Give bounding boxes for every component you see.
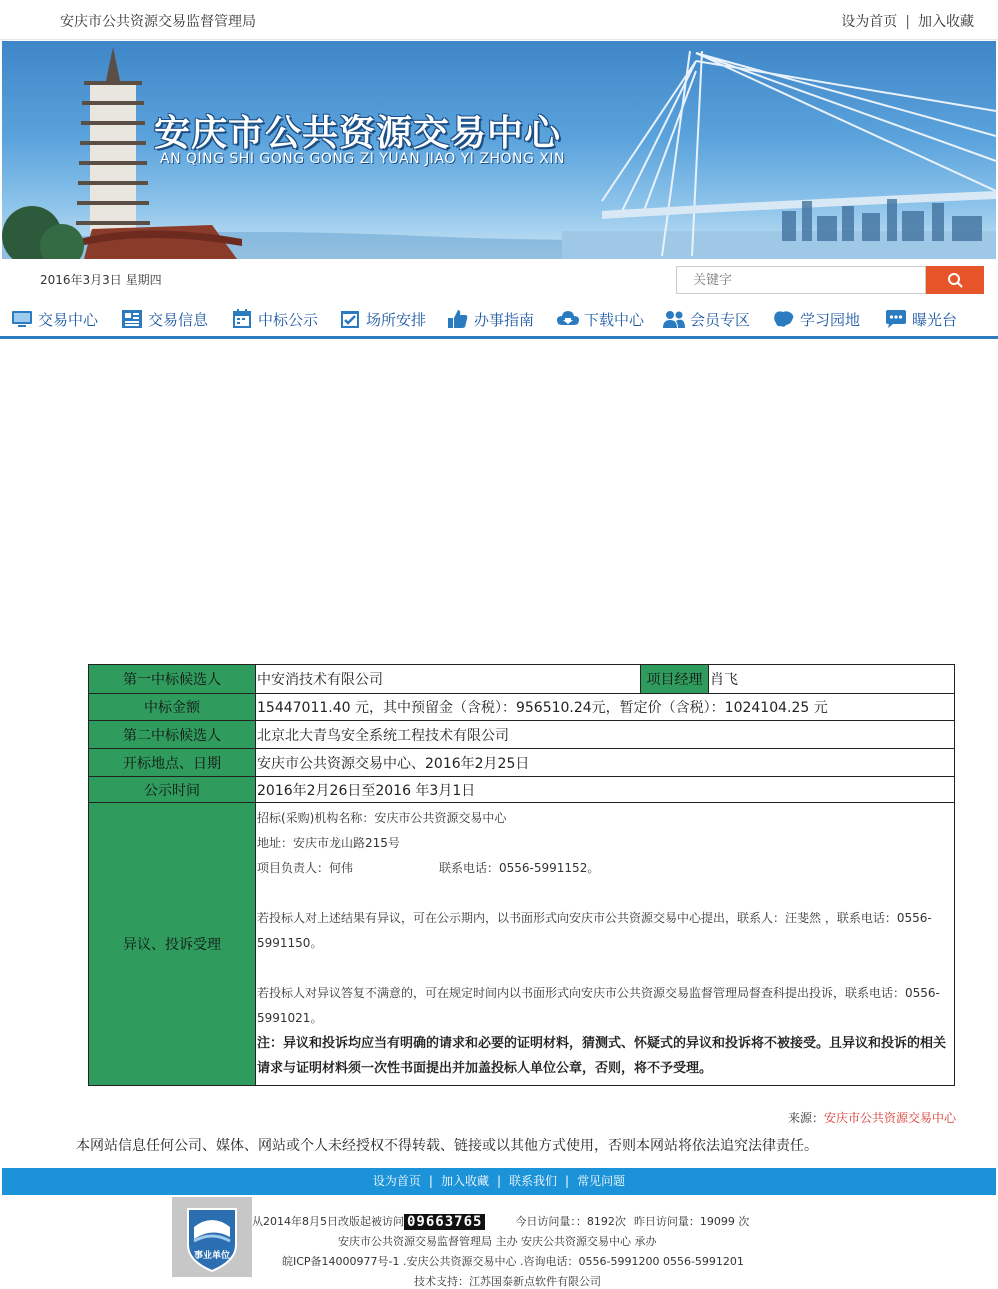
checkbox-icon xyxy=(338,308,362,330)
footer-faq-link[interactable]: 常见问题 xyxy=(577,1174,626,1188)
yesterday-visits: 昨日访问量：19099 次 xyxy=(633,1215,750,1228)
current-date: 2016年3月3日 星期四 xyxy=(40,273,162,287)
table-row xyxy=(89,749,955,777)
nav-label: 中标公示 xyxy=(258,310,319,329)
publicity-period-label: 公示时间 xyxy=(89,777,256,803)
computer-icon xyxy=(10,308,34,330)
banner-subtitle: AN QING SHI GONG GONG ZI YUAN JIAO YI ZHONG XIN xyxy=(160,151,565,167)
source-line xyxy=(788,1109,956,1126)
bid-amount-label: 中标金额 xyxy=(89,694,256,721)
nav-item-venue-schedule[interactable] xyxy=(338,304,426,334)
table-row xyxy=(89,721,955,749)
separator: | xyxy=(905,14,910,30)
objection-paragraph: 若投标人对上述结果有异议，可在公示期内，以书面形式向安庆市公共资源交易中心提出，联系人：汪斐然 ，联系电话：0556-5991150。 xyxy=(257,911,932,950)
host-line: 安庆市公共资源交易监督管理局 主办 安庆公共资源交易中心 承办 xyxy=(338,1235,657,1248)
nav-item-exposure-board[interactable] xyxy=(884,304,957,334)
visit-counter: 09663765 xyxy=(404,1214,485,1230)
pagoda-icon xyxy=(76,47,150,231)
separator: | xyxy=(428,1174,433,1188)
search-input[interactable] xyxy=(677,267,925,293)
banner-title: 安庆市公共资源交易中心 xyxy=(154,113,562,154)
project-leader: 项目负责人：何伟 xyxy=(257,861,354,875)
set-home-link[interactable]: 设为首页 xyxy=(841,14,898,30)
project-manager-value: 肖飞 xyxy=(709,665,955,694)
thumbs-up-icon xyxy=(446,308,470,330)
copyright-disclaimer: 本网站信息任何公司、媒体、网站或个人未经授权不得转载、链接或以其他方式使用，否则本网站将依法追究法律责任。 xyxy=(76,1138,818,1154)
visit-stats-line xyxy=(252,1213,749,1230)
nav-label: 下载中心 xyxy=(584,310,645,329)
chat-icon xyxy=(884,308,908,330)
nav-label: 会员专区 xyxy=(690,310,751,329)
nav-item-trading-info[interactable] xyxy=(120,304,208,334)
search-icon xyxy=(947,272,963,288)
second-candidate-label: 第二中标候选人 xyxy=(89,721,256,749)
project-phone: 联系电话：0556-5991152。 xyxy=(439,861,600,875)
date-search-row xyxy=(0,259,998,299)
source-label: 来源： xyxy=(787,1111,824,1125)
nav-label: 曝光台 xyxy=(912,310,958,329)
footer-contact-link[interactable]: 联系我们 xyxy=(509,1174,558,1188)
cloud-download-icon xyxy=(556,308,580,330)
site-name: 安庆市公共资源交易监督管理局 xyxy=(60,14,256,30)
agency-address: 地址：安庆市龙山路215号 xyxy=(257,836,400,850)
table-row xyxy=(89,665,955,694)
publicity-period-value: 2016年2月26日至2016 年3月1日 xyxy=(256,777,955,803)
nav-label: 场所安排 xyxy=(366,310,427,329)
nav-item-member-zone[interactable] xyxy=(662,304,750,334)
second-candidate-value: 北京北大青鸟安全系统工程技术有限公司 xyxy=(256,721,955,749)
table-row xyxy=(89,803,955,1086)
newspaper-icon xyxy=(120,308,144,330)
project-manager-label: 项目经理 xyxy=(641,665,709,694)
table-row xyxy=(89,694,955,721)
separator: | xyxy=(496,1174,502,1188)
counter-prefix: 从2014年8月5日改版起被访问 xyxy=(252,1215,404,1228)
add-favorite-link[interactable]: 加入收藏 xyxy=(918,14,974,30)
institution-badge[interactable] xyxy=(172,1197,252,1277)
footer-add-favorite-link[interactable]: 加入收藏 xyxy=(440,1174,489,1188)
nav-item-download-center[interactable] xyxy=(556,304,644,334)
project-contact-line xyxy=(257,856,953,881)
search-button[interactable] xyxy=(926,266,984,294)
users-icon xyxy=(662,308,686,330)
note-paragraph: 注：异议和投诉均应当有明确的请求和必要的证明材料，猜测式、怀疑式的异议和投诉将不被接受。且异议和投诉的相关请求与证明材料须一次性书面提出并加盖投标人单位公章，否则，将不予受理。 xyxy=(257,1036,947,1076)
top-bar xyxy=(0,0,998,40)
nav-item-service-guide[interactable] xyxy=(446,304,534,334)
today-visits: 今日访问量：：8192次 xyxy=(515,1215,626,1228)
header-banner xyxy=(2,41,996,259)
badge-text: 事业单位 xyxy=(193,1251,231,1261)
bid-result-table xyxy=(88,664,955,1086)
bid-amount-value: 15447011.40 元，其中预留金（含税）：956510.24元，暂定价（含税）：1024104.25 元 xyxy=(256,694,955,721)
search-box xyxy=(676,266,926,294)
nav-item-trading-center[interactable] xyxy=(10,304,98,334)
calendar-icon xyxy=(230,308,254,330)
main-nav xyxy=(0,299,998,339)
table-row xyxy=(89,777,955,803)
map-icon xyxy=(772,308,796,330)
footer-link-bar xyxy=(2,1168,996,1195)
agency-name: 招标(采购)机构名称：安庆市公共资源交易中心 xyxy=(257,811,507,825)
nav-label: 交易中心 xyxy=(38,310,99,329)
source-link[interactable]: 安庆市公共资源交易中心 xyxy=(823,1111,956,1125)
objection-complaint-label: 异议、投诉受理 xyxy=(89,803,256,1086)
opening-place-date-value: 安庆市公共资源交易中心、2016年2月25日 xyxy=(256,749,955,777)
footer-set-home-link[interactable]: 设为首页 xyxy=(372,1174,421,1188)
tech-support-line: 技术支持：江苏国泰新点软件有限公司 xyxy=(414,1275,601,1288)
nav-label: 交易信息 xyxy=(148,310,209,329)
nav-item-learning-garden[interactable] xyxy=(772,304,860,334)
separator: | xyxy=(565,1174,570,1188)
icp-line: 皖ICP备14000977号-1 .安庆公共资源交易中心 .咨询电话：0556-5991200 0556-5991201 xyxy=(282,1255,744,1268)
shield-icon xyxy=(172,1197,252,1277)
objection-complaint-content xyxy=(256,803,955,1086)
complaint-paragraph: 若投标人对异议答复不满意的，可在规定时间内以书面形式向安庆市公共资源交易监督管理局督查科提出投诉，联系电话：0556-5991021。 xyxy=(257,986,940,1025)
first-candidate-value: 中安消技术有限公司 xyxy=(256,665,641,694)
nav-label: 学习园地 xyxy=(800,310,861,329)
nav-item-winning-bid[interactable] xyxy=(230,304,318,334)
first-candidate-label: 第一中标候选人 xyxy=(89,665,256,694)
opening-place-date-label: 开标地点、日期 xyxy=(89,749,256,777)
nav-label: 办事指南 xyxy=(474,310,535,329)
top-links xyxy=(841,11,974,31)
